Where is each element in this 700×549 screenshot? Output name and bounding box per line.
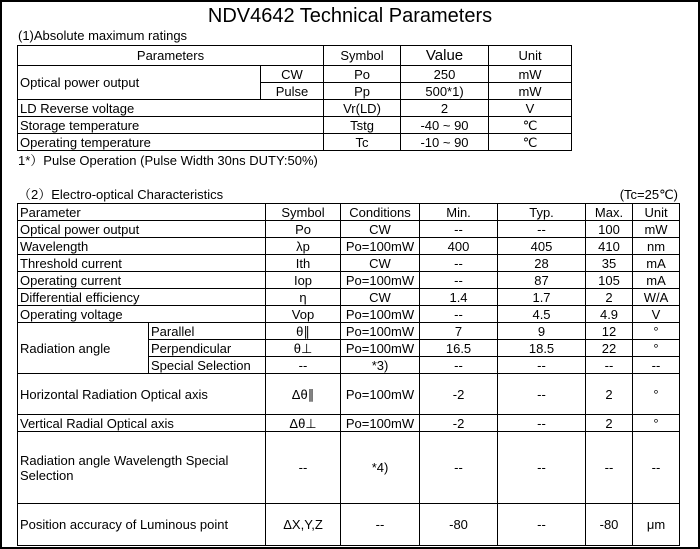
param-cell: Optical power output xyxy=(18,221,266,238)
cond-cell: -- xyxy=(341,504,420,546)
table-row xyxy=(18,255,680,272)
param-cell: Position accuracy of Luminous point xyxy=(18,504,266,546)
cond-cell: *3) xyxy=(341,357,420,374)
max-cell: 410 xyxy=(586,238,633,255)
symbol-cell: Δθ∥ xyxy=(266,374,341,415)
test-condition: (Tc=25℃) xyxy=(619,187,678,202)
header-max: Max. xyxy=(586,204,633,221)
table-row xyxy=(18,374,680,415)
typ-cell: -- xyxy=(498,432,586,504)
param-cell: Operating current xyxy=(18,272,266,289)
header-unit: Unit xyxy=(633,204,680,221)
unit-cell: mW xyxy=(633,221,680,238)
symbol-cell: Tstg xyxy=(324,117,401,134)
sub-param-cell: Perpendicular xyxy=(149,340,266,357)
header-parameters: Parameters xyxy=(18,46,324,66)
header-value: Value xyxy=(401,46,489,66)
unit-cell: mA xyxy=(633,272,680,289)
table-row xyxy=(18,504,680,546)
min-cell: 400 xyxy=(420,238,498,255)
table-row xyxy=(18,238,680,255)
table-row xyxy=(18,306,680,323)
max-cell: 100 xyxy=(586,221,633,238)
header-symbol: Symbol xyxy=(266,204,341,221)
param-radiation-angle: Radiation angle xyxy=(18,323,149,374)
min-cell: -- xyxy=(420,306,498,323)
param-cell: Horizontal Radiation Optical axis xyxy=(18,374,266,415)
cond-cell: CW xyxy=(341,221,420,238)
typ-cell: -- xyxy=(498,357,586,374)
min-cell: -- xyxy=(420,221,498,238)
param-cell: Radiation angle Wavelength Special Selection xyxy=(18,432,266,504)
max-cell: -80 xyxy=(586,504,633,546)
min-cell: -2 xyxy=(420,374,498,415)
max-cell: 12 xyxy=(586,323,633,340)
param-cell: Storage temperature xyxy=(18,117,324,134)
unit-cell: -- xyxy=(633,357,680,374)
cond-cell: *4) xyxy=(341,432,420,504)
symbol-cell: -- xyxy=(266,357,341,374)
max-cell: 2 xyxy=(586,374,633,415)
sub-param-cell: Parallel xyxy=(149,323,266,340)
symbol-cell: Iop xyxy=(266,272,341,289)
typ-cell: -- xyxy=(498,504,586,546)
symbol-cell: Po xyxy=(324,66,401,83)
section1-heading: (1)Absolute maximum ratings xyxy=(18,28,188,43)
typ-cell: -- xyxy=(498,374,586,415)
value-cell: -10 ~ 90 xyxy=(401,134,489,151)
cond-cell: Po=100mW xyxy=(341,374,420,415)
typ-cell: 4.5 xyxy=(498,306,586,323)
cond-cell: Po=100mW xyxy=(341,238,420,255)
unit-cell: mW xyxy=(489,66,572,83)
header-parameter: Parameter xyxy=(18,204,266,221)
param-cell: Wavelength xyxy=(18,238,266,255)
table-row xyxy=(18,66,572,83)
param-optical-power: Optical power output xyxy=(18,66,261,100)
max-cell: -- xyxy=(586,432,633,504)
page-title: NDV4642 Technical Parameters xyxy=(207,5,493,27)
min-cell: 1.4 xyxy=(420,289,498,306)
cond-cell: Po=100mW xyxy=(341,306,420,323)
electro-optical-table xyxy=(17,203,680,546)
table-row xyxy=(18,117,572,134)
table-header-row xyxy=(18,204,680,221)
value-cell: 2 xyxy=(401,100,489,117)
typ-cell: 28 xyxy=(498,255,586,272)
unit-cell: -- xyxy=(633,432,680,504)
min-cell: -- xyxy=(420,255,498,272)
max-cell: 2 xyxy=(586,415,633,432)
symbol-cell: Po xyxy=(266,221,341,238)
header-symbol: Symbol xyxy=(324,46,401,66)
typ-cell: -- xyxy=(498,221,586,238)
min-cell: -2 xyxy=(420,415,498,432)
unit-cell: V xyxy=(489,100,572,117)
min-cell: 16.5 xyxy=(420,340,498,357)
section2-heading: （2）Electro-optical Characteristics xyxy=(18,187,224,202)
max-cell: 22 xyxy=(586,340,633,357)
symbol-cell: -- xyxy=(266,432,341,504)
value-cell: 250 xyxy=(401,66,489,83)
header-min: Min. xyxy=(420,204,498,221)
typ-cell: 87 xyxy=(498,272,586,289)
symbol-cell: η xyxy=(266,289,341,306)
min-cell: -80 xyxy=(420,504,498,546)
cond-cell: Pulse xyxy=(261,83,324,100)
param-cell: Vertical Radial Optical axis xyxy=(18,415,266,432)
sub-param-cell: Special Selection xyxy=(149,357,266,374)
absolute-max-ratings-table xyxy=(17,45,572,151)
param-cell: LD Reverse voltage xyxy=(18,100,324,117)
unit-cell: ℃ xyxy=(489,117,572,134)
header-conditions: Conditions xyxy=(341,204,420,221)
typ-cell: -- xyxy=(498,415,586,432)
cond-cell: CW xyxy=(341,289,420,306)
typ-cell: 9 xyxy=(498,323,586,340)
min-cell: -- xyxy=(420,272,498,289)
unit-cell: nm xyxy=(633,238,680,255)
unit-cell: ° xyxy=(633,374,680,415)
cond-cell: Po=100mW xyxy=(341,340,420,357)
table-row xyxy=(18,272,680,289)
typ-cell: 1.7 xyxy=(498,289,586,306)
typ-cell: 18.5 xyxy=(498,340,586,357)
unit-cell: V xyxy=(633,306,680,323)
table-header-row xyxy=(18,46,572,66)
symbol-cell: θ⊥ xyxy=(266,340,341,357)
symbol-cell: Vop xyxy=(266,306,341,323)
cond-cell: CW xyxy=(341,255,420,272)
unit-cell: ° xyxy=(633,415,680,432)
cond-cell: Po=100mW xyxy=(341,323,420,340)
unit-cell: mA xyxy=(633,255,680,272)
symbol-cell: λp xyxy=(266,238,341,255)
unit-cell: ° xyxy=(633,340,680,357)
max-cell: 2 xyxy=(586,289,633,306)
symbol-cell: Vr(LD) xyxy=(324,100,401,117)
param-cell: Differential efficiency xyxy=(18,289,266,306)
min-cell: -- xyxy=(420,357,498,374)
typ-cell: 405 xyxy=(498,238,586,255)
value-cell: 500*1) xyxy=(401,83,489,100)
table-row xyxy=(18,323,680,340)
max-cell: 35 xyxy=(586,255,633,272)
param-cell: Operating temperature xyxy=(18,134,324,151)
param-cell: Operating voltage xyxy=(18,306,266,323)
symbol-cell: Pp xyxy=(324,83,401,100)
pulse-footnote: 1*）Pulse Operation (Pulse Width 30ns DUTY:50%) xyxy=(18,153,318,168)
min-cell: 7 xyxy=(420,323,498,340)
table-row xyxy=(18,134,572,151)
header-typ: Typ. xyxy=(498,204,586,221)
header-unit: Unit xyxy=(489,46,572,66)
max-cell: 4.9 xyxy=(586,306,633,323)
unit-cell: μm xyxy=(633,504,680,546)
unit-cell: mW xyxy=(489,83,572,100)
symbol-cell: θ∥ xyxy=(266,323,341,340)
value-cell: -40 ~ 90 xyxy=(401,117,489,134)
unit-cell: ° xyxy=(633,323,680,340)
max-cell: -- xyxy=(586,357,633,374)
unit-cell: ℃ xyxy=(489,134,572,151)
unit-cell: W/A xyxy=(633,289,680,306)
table-row xyxy=(18,415,680,432)
max-cell: 105 xyxy=(586,272,633,289)
cond-cell: CW xyxy=(261,66,324,83)
cond-cell: Po=100mW xyxy=(341,415,420,432)
symbol-cell: Tc xyxy=(324,134,401,151)
table-row xyxy=(18,221,680,238)
symbol-cell: ΔX,Y,Z xyxy=(266,504,341,546)
symbol-cell: Ith xyxy=(266,255,341,272)
min-cell: -- xyxy=(420,432,498,504)
param-cell: Threshold current xyxy=(18,255,266,272)
table-row xyxy=(18,432,680,504)
table-row xyxy=(18,289,680,306)
table-row xyxy=(18,100,572,117)
cond-cell: Po=100mW xyxy=(341,272,420,289)
symbol-cell: Δθ⊥ xyxy=(266,415,341,432)
